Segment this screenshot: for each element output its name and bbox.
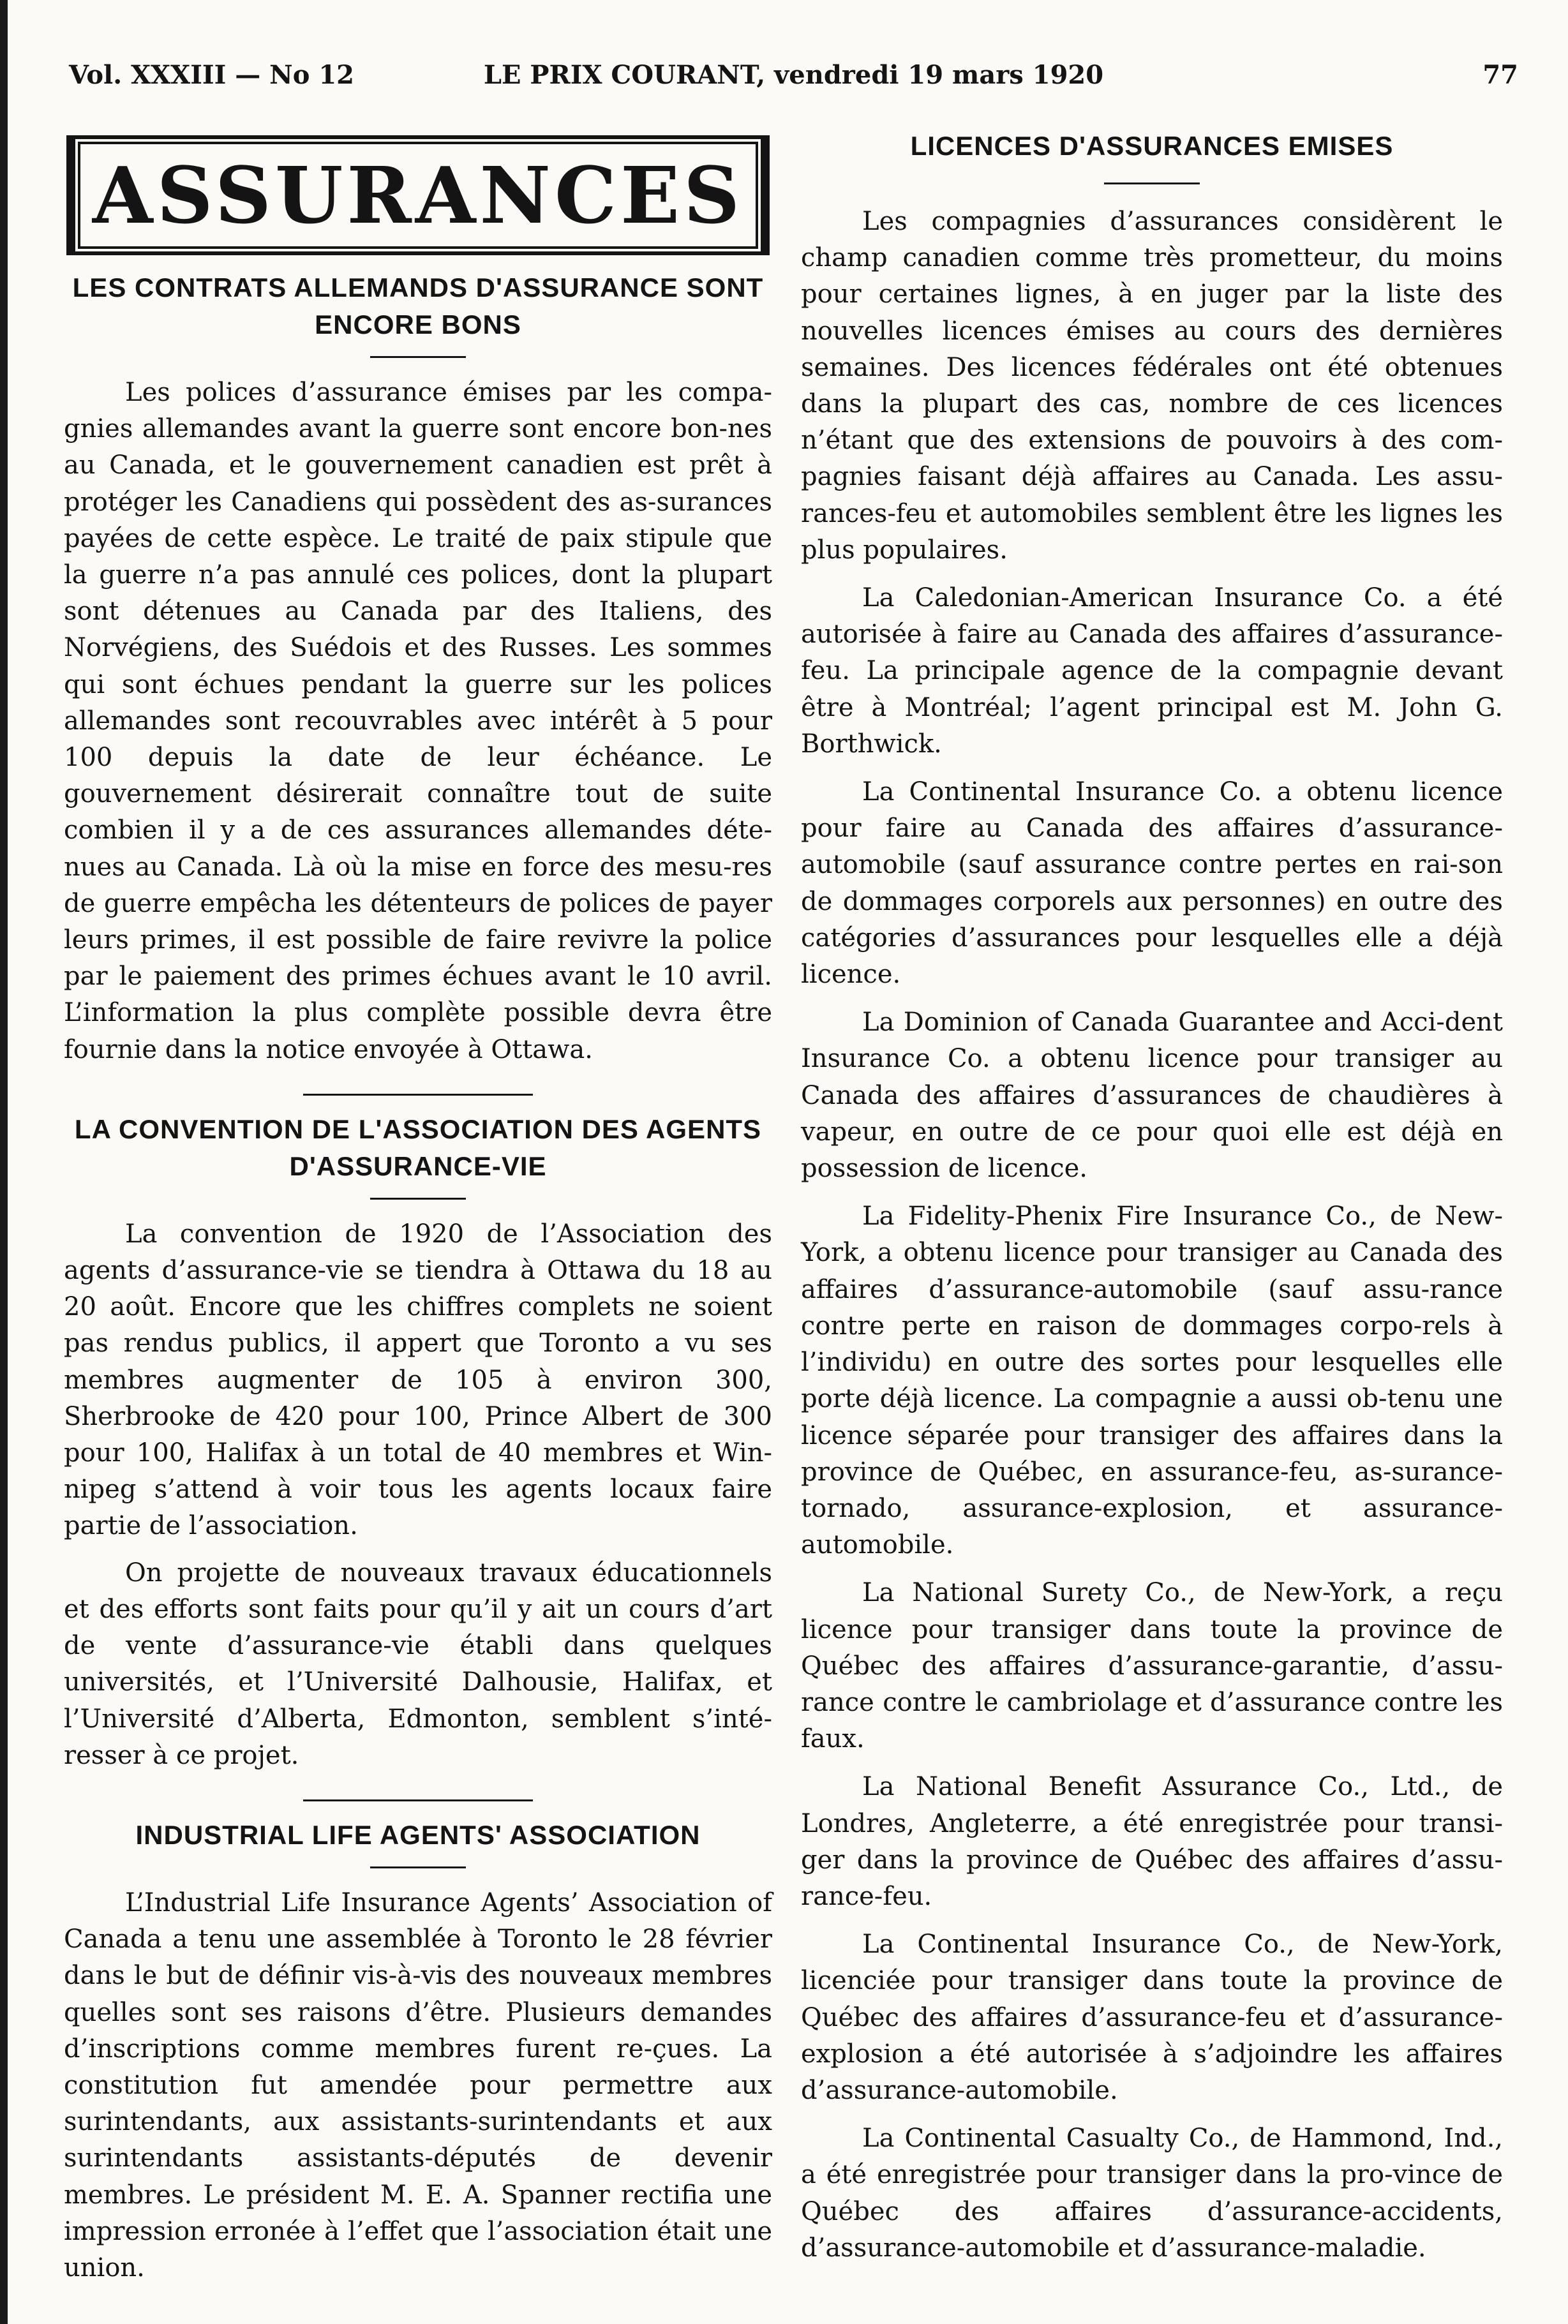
publication-title-date: LE PRIX COURANT, vendredi 19 mars 1920 bbox=[483, 60, 1104, 90]
left-column bbox=[64, 128, 772, 2286]
right-column bbox=[801, 128, 1503, 2286]
article-separator bbox=[303, 1094, 533, 1096]
article-paragraph: La Continental Insurance Co., de New-York, licenciée pour transiger dans toute la province de Québec des affaires d’assurance-feu et d’assurance-explosion a été autorisée à s’adjoindre les affaires d’assurance-automobile. bbox=[801, 1930, 1503, 2105]
article-paragraph: La National Benefit Assurance Co., Ltd., de Londres, Angleterre, a été enregistrée pour transi-ger dans la province de Québec des affaires d’assu-rance-feu. bbox=[801, 1772, 1503, 1911]
page-number: 77 bbox=[1482, 60, 1518, 90]
article-headline: LA CONVENTION DE L'ASSOCIATION DES AGENTS D'ASSURANCE-VIE bbox=[74, 1114, 762, 1181]
divider bbox=[370, 1198, 466, 1200]
article-headline: LICENCES D'ASSURANCES EMISES bbox=[910, 131, 1394, 161]
article-separator bbox=[303, 1799, 533, 1801]
article-paragraph: La Continental Insurance Co. a obtenu licence pour faire au Canada des affaires d’assurance-automobile (sauf assurance contre pertes en rai-son de dommages corporels aux personnes) en outre des catégories d’assurances pour lesquelles elle a déjà licence. bbox=[801, 777, 1503, 990]
article-paragraph: La Continental Casualty Co., de Hammond, Ind., a été enregistrée pour transiger dans la pro-vince de Québec des affaires d’assurance-accidents, d’assurance-automobile et d’assurance-maladie. bbox=[801, 2124, 1503, 2263]
article-paragraph: La Caledonian-American Insurance Co. a été autorisée à faire au Canada des affaires d’assurance-feu. La principale agence de la compagnie devant être à Montréal; l’agent principal est M. John G. Borthwick. bbox=[801, 583, 1503, 759]
article-paragraph: La Fidelity-Phenix Fire Insurance Co., de New-York, a obtenu licence pour transiger au Canada des affaires d’assurance-automobile (sauf assu-rance contre perte en raison de dommages corpo-rels à l’individu) en outre des sortes pour lesquelles elle porte déjà licence. La compagnie a aussi ob-tenu une licence séparée pour transiger des affaires dans la province de Québec, en assurance-feu, as-surance-tornado, assurance-explosion, et assurance-automobile. bbox=[801, 1202, 1503, 1560]
article-paragraph: Les compagnies d’assurances considèrent le champ canadien comme très prometteur, du moins pour certaines lignes, à en juger par la liste des nouvelles licences émises au cours des dernières semaines. Des licences fédérales ont été obtenues dans la plupart des cas, nombre de ces licences n’étant que des extensions de pouvoirs à des com-pagnies faisant déjà affaires au Canada. Les assu-rances-feu et automobiles semblent être les lignes les plus populaires. bbox=[801, 207, 1503, 565]
scan-edge bbox=[0, 0, 8, 2324]
article-headline: INDUSTRIAL LIFE AGENTS' ASSOCIATION bbox=[135, 1819, 701, 1850]
page-header bbox=[69, 56, 1518, 94]
article-paragraph: La Dominion of Canada Guarantee and Acci-dent Insurance Co. a obtenu licence pour transiger au Canada des affaires d’assurances de chaudières à vapeur, en outre de ce pour quoi elle est déjà en possession de licence. bbox=[801, 1008, 1503, 1184]
section-title: ASSURANCES bbox=[92, 149, 744, 241]
divider bbox=[370, 1866, 466, 1868]
volume-number: Vol. XXXIII — No 12 bbox=[69, 60, 355, 90]
divider bbox=[1104, 182, 1200, 184]
section-banner bbox=[66, 135, 770, 255]
article-paragraph: On projette de nouveaux travaux éducationnels et des efforts sont faits pour qu’il y ait un cours d’art de vente d’assurance-vie établi dans quelques universités, et l’Université Dalhousie, Halifax, et l’Université d’Alberta, Edmonton, semblent s’inté-resser à ce projet. bbox=[64, 1558, 772, 1770]
article-paragraph: L’Industrial Life Insurance Agents’ Association of Canada a tenu une assemblée à Toronto le 28 février dans le but de définir vis-à-vis des nouveaux membres quelles sont ses raisons d’être. Plusieurs demandes d’inscriptions comme membres furent re-çues. La constitution fut amendée pour permettre aux surintendants, aux assistants-surintendants et aux surintendants assistants-députés de devenir membres. Le président M. E. A. Spanner rectifia une impression erronée à l’effet que l’association était une union. bbox=[64, 1888, 772, 2283]
article-paragraph: Les polices d’assurance émises par les compa-gnies allemandes avant la guerre sont encore bon-nes au Canada, et le gouvernement canadien est prêt à protéger les Canadiens qui possèdent des as-surances payées de cette espèce. Le traité de paix stipule que la guerre n’a pas annulé ces polices, dont la plupart sont détenues au Canada par des Italiens, des Norvégiens, des Suédois et des Russes. Les sommes qui sont échues pendant la guerre sur les polices allemandes sont recouvrables avec intérêt à 5 pour 100 depuis la date de leur échéance. Le gouvernement désirerait connaître tout de suite combien il y a de ces assurances allemandes déte-nues au Canada. Là où la mise en force des mesu-res de guerre empêcha les détenteurs de polices de payer leurs primes, il est possible de faire revivre la police par le paiement des primes échues avant le 10 avril. L’information la plus complète possible devra être fournie dans la notice envoyée à Ottawa. bbox=[64, 378, 772, 1064]
article-headline: LES CONTRATS ALLEMANDS D'ASSURANCE SONT ENCORE BONS bbox=[72, 272, 764, 339]
article-paragraph: La National Surety Co., de New-York, a reçu licence pour transiger dans toute la province de Québec des affaires d’assurance-garantie, d’assu-rance contre le cambriolage et d’assurance contre les faux. bbox=[801, 1578, 1503, 1754]
divider bbox=[370, 356, 466, 358]
article-paragraph: La convention de 1920 de l’Association des agents d’assurance-vie se tiendra à Ottawa du 18 au 20 août. Encore que les chiffres complets ne soient pas rendus publics, il appert que Toronto a vu ses membres augmenter de 105 à environ 300, Sherbrooke de 420 pour 100, Prince Albert de 300 pour 100, Halifax à un total de 40 membres et Win-nipeg s’attend à voir tous les agents locaux faire partie de l’association. bbox=[64, 1219, 772, 1541]
